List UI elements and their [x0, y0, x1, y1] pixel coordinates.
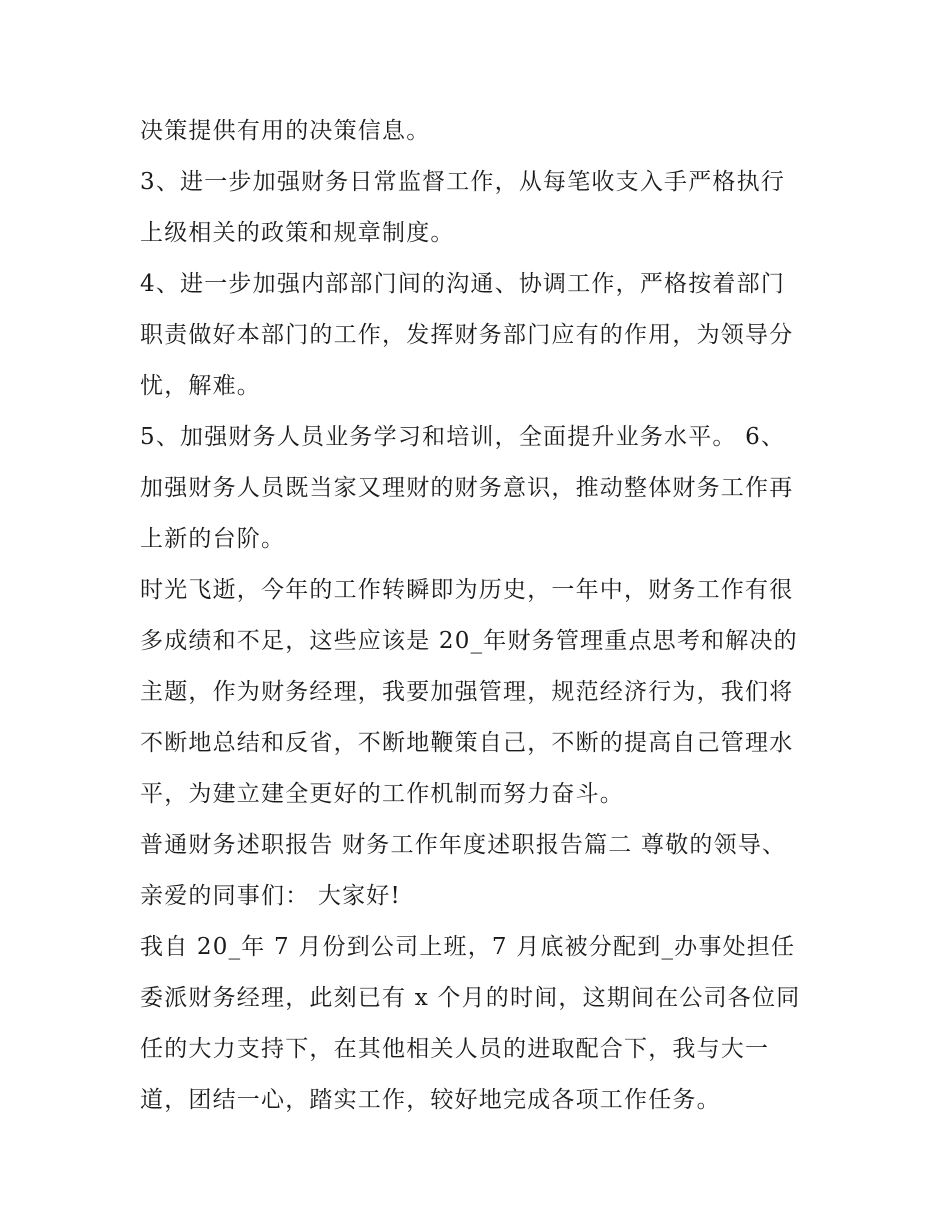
text-line: 4、进一步加强内部部门间的沟通、协调工作，严格按着部门 — [140, 271, 786, 297]
text-line: 主题，作为财务经理，我要加强管理，规范经济行为，我们将 — [140, 679, 794, 705]
text-line: 加强财务人员既当家又理财的财务意识，推动整体财务工作再 — [140, 475, 794, 501]
text-line: 决策提供有用的决策信息。 — [140, 118, 431, 144]
text-line: 任的大力支持下，在其他相关人员的进取配合下，我与大一 — [140, 1036, 770, 1062]
text-line: 我自 20_年 7 月份到公司上班，7 月底被分配到_办事处担任 — [140, 934, 796, 960]
text-line: 道，团结一心，踏实工作，较好地完成各项工作任务。 — [140, 1087, 721, 1113]
text-line: 职责做好本部门的工作，发挥财务部门应有的作用，为领导分 — [140, 322, 794, 348]
text-line: 忧，解难。 — [140, 373, 261, 399]
text-line: 普通财务述职报告 财务工作年度述职报告篇二 尊敬的领导、 — [140, 832, 787, 858]
text-line: 亲爱的同事们： 大家好! — [140, 883, 401, 909]
text-line: 上级相关的政策和规章制度。 — [140, 220, 455, 246]
text-line: 5、加强财务人员业务学习和培训，全面提升业务水平。 6、 — [140, 424, 786, 450]
text-line: 时光飞逝，今年的工作转瞬即为历史，一年中，财务工作有很 — [140, 577, 794, 603]
document-body — [140, 106, 820, 1126]
text-line: 多成绩和不足，这些应该是 20_年财务管理重点思考和解决的 — [140, 628, 798, 654]
text-line: 委派财务经理，此刻已有 x 个月的时间，这期间在公司各位同 — [140, 985, 801, 1011]
text-line: 不断地总结和反省，不断地鞭策自己，不断的提高自己管理水 — [140, 730, 794, 756]
text-line: 平，为建立建全更好的工作机制而努力奋斗。 — [140, 781, 624, 807]
text-line: 上新的台阶。 — [140, 526, 286, 552]
text-line: 3、进一步加强财务日常监督工作，从每笔收支入手严格执行 — [140, 169, 786, 195]
